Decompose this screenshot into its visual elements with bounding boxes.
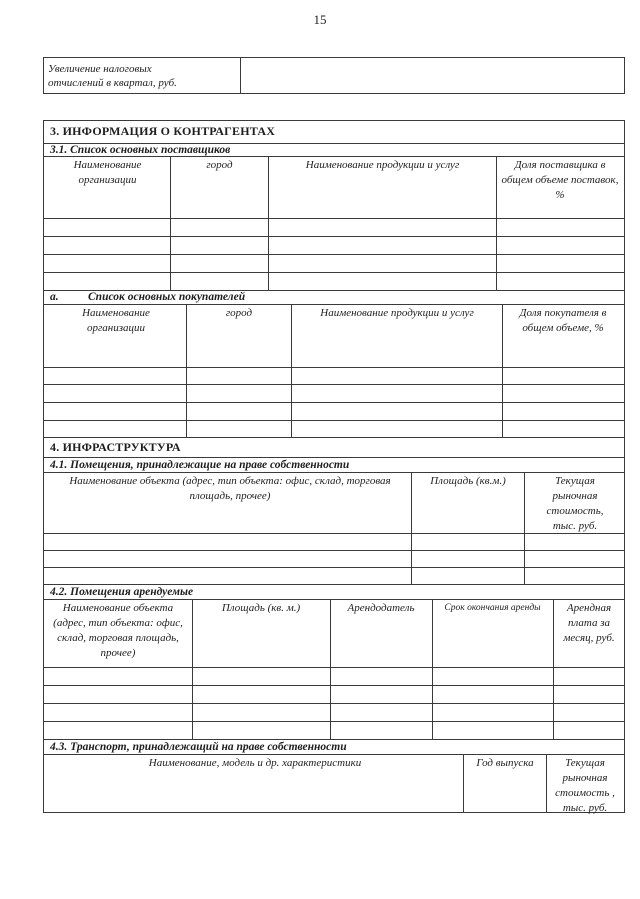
owned-col-area: Площадь (кв.м.) <box>430 475 506 487</box>
buyers-col-products: Наименование продукции и услуг <box>320 307 474 319</box>
suppliers-col-share: Доля поставщика в общем объеме поставок, % <box>501 159 619 201</box>
buyers-title: Список основных покупателей <box>88 291 246 303</box>
page-number: 15 <box>313 12 327 27</box>
suppliers-title: 3.1. Список основных поставщиков <box>50 144 231 156</box>
tax-increase-label-line2: отчислений в квартал, руб. <box>48 77 177 89</box>
suppliers-col-products: Наименование продукции и услуг <box>305 159 460 171</box>
buyers-col-share: Доля покупателя в общем объеме, % <box>519 307 607 334</box>
rented-col-object: Наименование объекта (адрес, тип объекта: офис, склад, торговая площадь, прочее) <box>53 602 183 659</box>
transport-title: 4.3. Транспорт, принадлежащий на праве собственности <box>50 741 347 753</box>
rented-premises-title: 4.2. Помещения арендуемые <box>50 586 194 598</box>
rented-col-area: Площадь (кв. м.) <box>221 602 301 614</box>
rented-col-rent: Арендная плата за месяц, руб. <box>563 602 615 644</box>
section-3-title: 3. ИНФОРМАЦИЯ О КОНТРАГЕНТАХ <box>50 124 276 138</box>
owned-premises-title: 4.1. Помещения, принадлежащие на праве собственности <box>50 459 350 471</box>
buyers-col-org: Наименование организации <box>82 307 150 334</box>
tax-increase-label-line1: Увеличение налоговых <box>48 63 152 75</box>
transport-col-year: Год выпуска <box>476 757 534 769</box>
owned-col-value: Текущая рыночная стоимость, тыс. руб. <box>546 475 604 532</box>
suppliers-col-city: город <box>206 159 233 171</box>
rented-col-landlord: Арендодатель <box>347 602 415 614</box>
buyers-marker: а. <box>50 291 59 303</box>
buyers-col-city: город <box>225 307 253 319</box>
tax-increase-value-cell[interactable] <box>241 58 624 93</box>
rented-col-lease-end: Срок окончания аренды <box>444 603 541 613</box>
owned-col-object: Наименование объекта (адрес, тип объекта: офис, склад, торговая площадь, прочее) <box>69 475 391 502</box>
section-4-title: 4. ИНФРАСТРУКТУРА <box>50 440 181 454</box>
suppliers-col-org: Наименование организации <box>73 159 142 186</box>
transport-col-name: Наименование, модель и др. характеристики <box>148 757 362 769</box>
transport-col-value: Текущая рыночная стоимость , тыс. руб. <box>555 757 615 814</box>
